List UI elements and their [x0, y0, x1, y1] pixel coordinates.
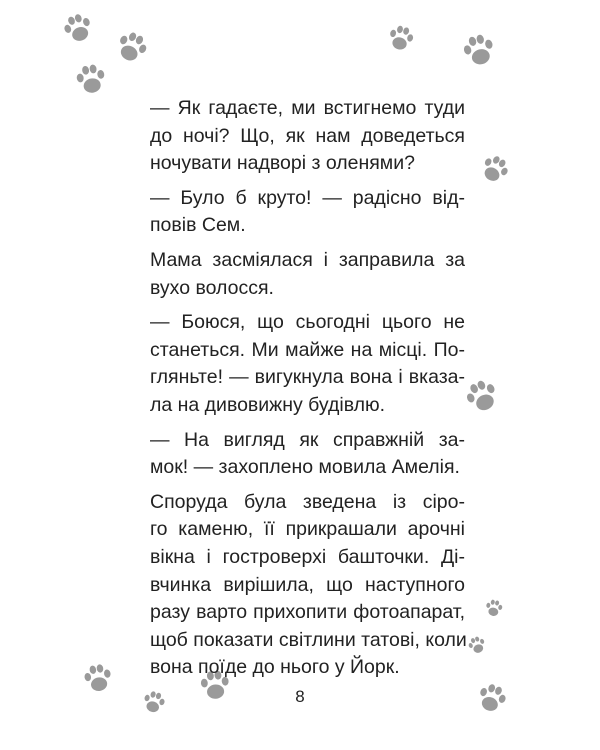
- text-line: — Боюся, що сьогодні цього не: [150, 311, 465, 334]
- paw-print-icon: [60, 10, 96, 46]
- text-line: вікна і гостроверхі башточки. Ді-: [150, 545, 465, 568]
- text-line: вчинка вирішила, що наступного: [150, 573, 465, 596]
- paragraph: [150, 309, 465, 419]
- paw-print-icon: [385, 22, 417, 54]
- paragraph: [150, 247, 465, 302]
- text-line: — Було б круто! — радісно від-: [150, 186, 465, 209]
- paw-print-icon: [483, 597, 505, 619]
- paragraph: [150, 489, 465, 682]
- text-line: мок! — захоплено мовила Амелія.: [150, 456, 460, 479]
- paw-print-icon: [466, 634, 488, 656]
- text-line: — На вигляд як справжній за-: [150, 428, 465, 451]
- text-line: ла на дивовижну будівлю.: [150, 393, 386, 416]
- text-line: щоб показати світлини татові, коли: [150, 628, 467, 651]
- text-line: — Як гадаєте, ми встигнемо туди: [150, 97, 465, 119]
- text-line: повів Сем.: [150, 214, 246, 237]
- text-line: до ночі? Що, як нам доведеться: [150, 124, 465, 147]
- paw-print-icon: [478, 152, 512, 186]
- paragraph: [150, 95, 465, 178]
- text-line: вона поїде до нього у Йорк.: [150, 656, 400, 679]
- text-line: Споруда була зведена із сіро-: [150, 490, 465, 513]
- text-line: гляньте! — вигукнула вона і вказа-: [150, 366, 465, 389]
- paw-print-icon: [462, 376, 502, 416]
- paragraph: [150, 185, 465, 240]
- text-line: Мама засміялася і заправила за: [150, 248, 465, 271]
- text-line: го каменю, її прикрашали арочні: [150, 518, 465, 541]
- paw-print-icon: [459, 30, 499, 70]
- paw-print-icon: [72, 60, 110, 98]
- page-number: 8: [295, 687, 305, 706]
- text-line: станеться. Ми майже на місці. По-: [150, 338, 465, 361]
- text-line: ночувати надворі з оленями?: [150, 152, 415, 175]
- text-line: разу варто прихопити фотоапарат,: [150, 601, 465, 624]
- paw-print-icon: [113, 28, 151, 66]
- text-line: вухо волосся.: [150, 276, 274, 299]
- body-text: [150, 95, 465, 689]
- paragraph: [150, 427, 465, 482]
